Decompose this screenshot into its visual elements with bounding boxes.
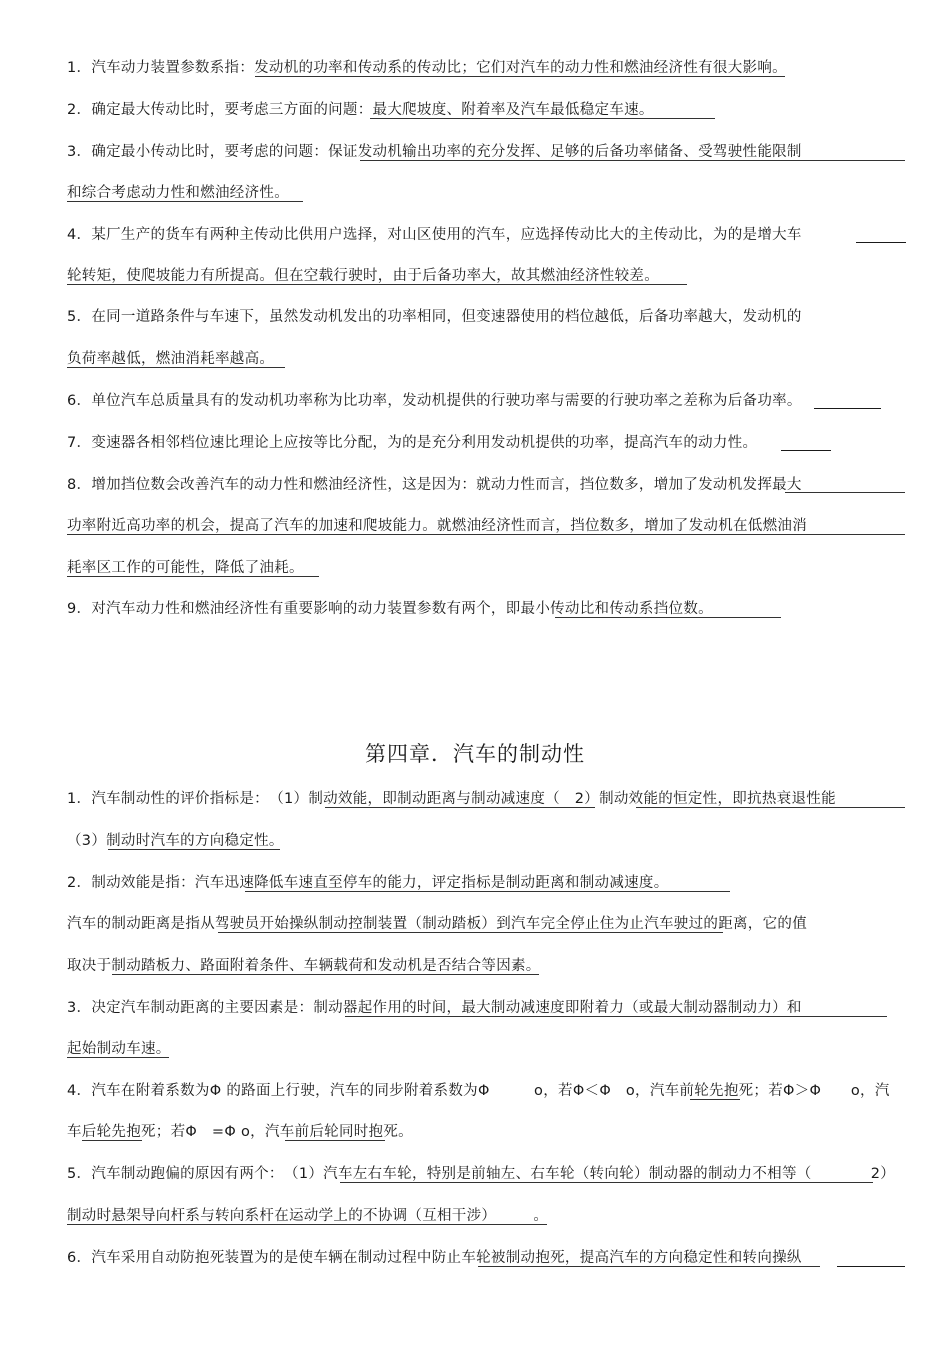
item-8-line-1: 8．增加挡位数会改善汽车的动力性和燃油经济性，这是因为：就动力性而言，挡位数多，增加了发动机发挥最大	[67, 477, 802, 493]
answer-blank	[837, 1266, 905, 1267]
ch4-item-5-line-1: 5．汽车制动跑偏的原因有两个： （1）汽车左右车轮，特别是前轴左、右车轮（转向轮）制动器的制动力不相等（ 2）	[67, 1166, 896, 1182]
answer-underline	[82, 1140, 142, 1141]
ch4-item-6-line: 6．汽车采用自动防抱死装置为的是使车辆在制动过程中防止车轮被制动抱死，提高汽车的方向稳定性和转向操纵	[67, 1250, 802, 1266]
item-8-line-3: 耗率区工作的可能性，降低了油耗。	[67, 560, 304, 576]
item-7-line: 7．变速器各相邻档位速比理论上应按等比分配，为的是充分利用发动机提供的功率，提高汽车的动力性。	[67, 435, 758, 451]
answer-underline	[555, 617, 781, 618]
ch4-item-4-line-2: 车后轮先抱死；若Φ =Φ o，汽车前后轮同时抱死。	[67, 1124, 413, 1140]
ch4-item-3-line-2: 起始制动车速。	[67, 1041, 171, 1057]
answer-underline	[255, 76, 785, 77]
item-5-line-2: 负荷率越低，燃油消耗率越高。	[67, 351, 275, 367]
answer-blank	[856, 242, 906, 243]
answer-underline	[67, 367, 285, 368]
item-5-line-1: 5．在同一道路条件与车速下，虽然发动机发出的功率相同，但变速器使用的档位越低，后备功率越大，发动机的	[67, 309, 802, 325]
answer-underline	[285, 1140, 385, 1141]
answer-underline	[245, 891, 730, 892]
answer-underline	[67, 1057, 169, 1058]
ch4-item-2-line-3: 取决于制动踏板力、路面附着条件、车辆载荷和发动机是否结合等因素。	[67, 958, 541, 974]
item-2-line: 2．确定最大传动比时，要考虑三方面的问题：最大爬坡度、附着率及汽车最低稳定车速。	[67, 102, 654, 118]
item-4-line-2: 轮转矩，使爬坡能力有所提高。但在空载行驶时，由于后备功率大，故其燃油经济性较差。	[67, 268, 659, 284]
ch4-item-2-line-2: 汽车的制动距离是指从驾驶员开始操纵制动控制装置（制动踏板）到汽车完全停止住为止汽车驶过的距离，它的值	[67, 916, 807, 932]
ch4-item-3-line-1: 3．决定汽车制动距离的主要因素是：制动器起作用的时间，最大制动减速度即附着力（或最大制动器制动力）和	[67, 1000, 802, 1016]
ch4-item-1-line-1: 1．汽车制动性的评价指标是： （1）制动效能，即制动距离与制动减速度（ 2）制动效能的恒定性，即抗热衰退性能	[67, 791, 836, 807]
ch4-item-2-line-1: 2．制动效能是指：汽车迅速降低车速直至停车的能力，评定指标是制动距离和制动减速度。	[67, 875, 669, 891]
answer-underline	[108, 849, 280, 850]
answer-underline	[67, 1224, 547, 1225]
ch4-item-4-line-1: 4．汽车在附着系数为Φ 的路面上行驶，汽车的同步附着系数为Φ o，若Φ＜Φ o，汽车前轮先抱死；若Φ＞Φ o，汽	[67, 1083, 890, 1099]
answer-underline	[785, 492, 905, 493]
item-8-line-2: 功率附近高功率的机会，提高了汽车的加速和爬坡能力。就燃油经济性而言，挡位数多，增加了发动机在低燃油消	[67, 518, 807, 534]
answer-underline	[690, 1099, 740, 1100]
answer-underline	[478, 1266, 820, 1267]
answer-underline	[325, 807, 595, 808]
answer-underline	[360, 160, 905, 161]
answer-underline	[67, 534, 905, 535]
ch4-item-5-line-2: 制动时悬架导向杆系与转向系杆在运动学上的不协调（互相干涉） 。	[67, 1208, 549, 1224]
answer-underline	[67, 201, 303, 202]
ch4-item-1-line-2: （3）制动时汽车的方向稳定性。	[67, 833, 284, 849]
item-1-line: 1．汽车动力装置参数系指：发动机的功率和传动系的传动比；它们对汽车的动力性和燃油经济性有很大影响。	[67, 60, 787, 76]
answer-underline	[67, 284, 687, 285]
answer-underline	[370, 118, 715, 119]
item-3-line-2: 和综合考虑动力性和燃油经济性。	[67, 185, 289, 201]
answer-blank	[781, 450, 831, 451]
answer-underline	[340, 1182, 873, 1183]
item-3-line-1: 3．确定最小传动比时，要考虑的问题：保证发动机输出功率的充分发挥、足够的后备功率储备、受驾驶性能限制	[67, 144, 802, 160]
chapter-title: 第四章．汽车的制动性	[365, 742, 585, 766]
item-4-line-1: 4．某厂生产的货车有两种主传动比供用户选择，对山区使用的汽车，应选择传动比大的主传动比，为的是增大车	[67, 227, 802, 243]
item-9-line: 9．对汽车动力性和燃油经济性有重要影响的动力装置参数有两个，即最小传动比和传动系挡位数。	[67, 601, 713, 617]
answer-blank	[814, 408, 881, 409]
answer-underline	[636, 807, 905, 808]
answer-underline	[112, 974, 539, 975]
answer-underline	[218, 932, 723, 933]
answer-underline	[67, 576, 319, 577]
answer-underline	[345, 1016, 887, 1017]
item-6-line: 6．单位汽车总质量具有的发动机功率称为比功率，发动机提供的行驶功率与需要的行驶功率之差称为后备功率。	[67, 393, 802, 409]
